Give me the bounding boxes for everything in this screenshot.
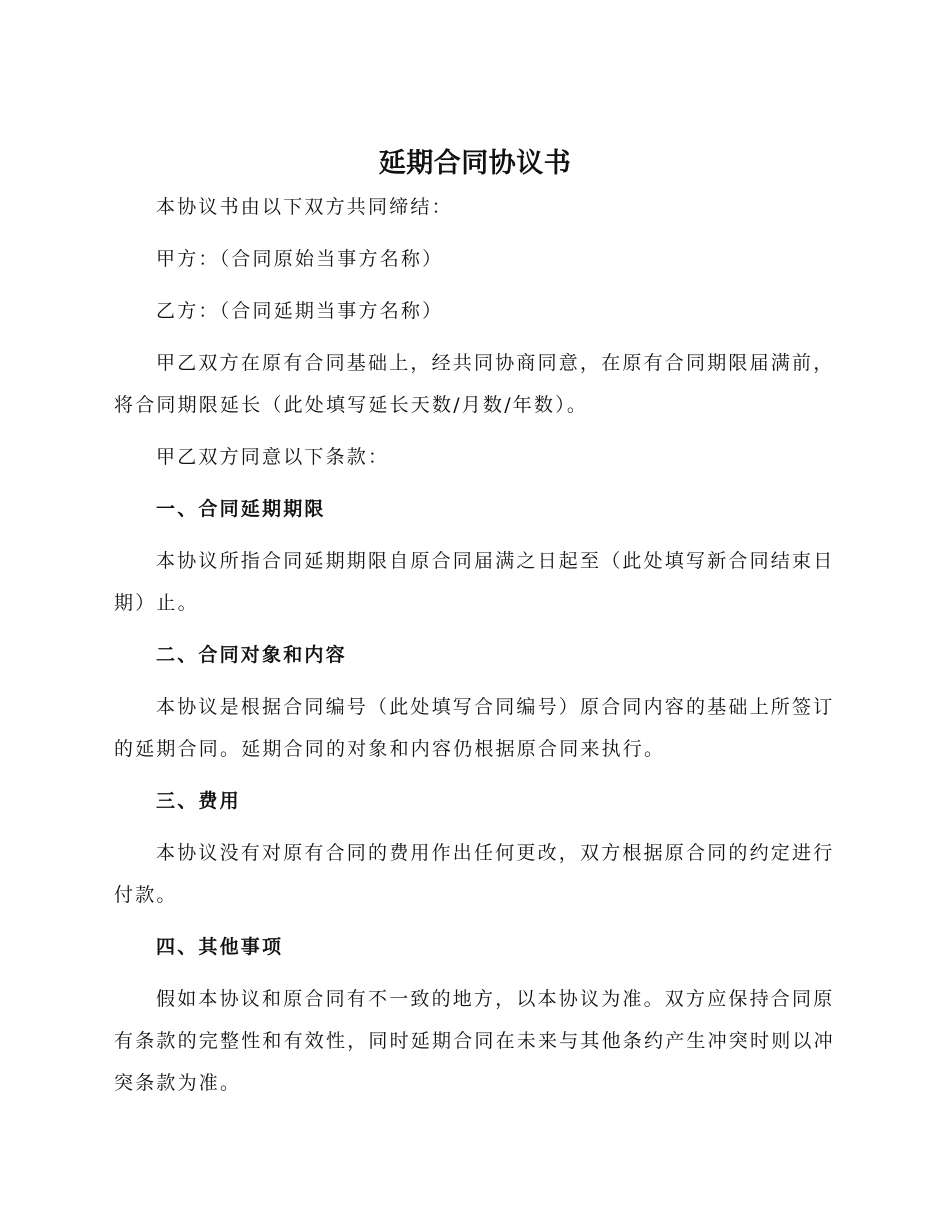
section-text-1: 本协议所指合同延期期限自原合同届满之日起至（此处填写新合同结束日期）止。	[114, 550, 835, 614]
section-heading-2: 二、合同对象和内容	[156, 644, 347, 666]
document-title: 延期合同协议书	[378, 148, 572, 179]
section-heading-3: 三、费用	[156, 790, 241, 812]
section-text-2: 本协议是根据合同编号（此处填写合同编号）原合同内容的基础上所签订的延期合同。延期合同的对象和内容仍根据原合同来执行。	[114, 696, 835, 760]
section-heading-4: 四、其他事项	[156, 936, 284, 958]
section-text-3: 本协议没有对原有合同的费用作出任何更改，双方根据原合同的约定进行付款。	[114, 842, 835, 906]
terms-intro-paragraph: 甲乙双方同意以下条款：	[156, 446, 390, 468]
party-b-line: 乙方：（合同延期当事方名称）	[156, 300, 444, 322]
intro-paragraph: 本协议书由以下双方共同缔结：	[156, 196, 453, 218]
party-a-line: 甲方：（合同原始当事方名称）	[156, 248, 444, 270]
section-heading-1: 一、合同延期期限	[156, 498, 326, 520]
agreement-paragraph: 甲乙双方在原有合同基础上，经共同协商同意，在原有合同期限届满前，将合同期限延长（此处填写延长天数/月数/年数）。	[114, 352, 835, 416]
section-text-4: 假如本协议和原合同有不一致的地方，以本协议为准。双方应保持合同原有条款的完整性和有效性，同时延期合同在未来与其他条约产生冲突时则以冲突条款为准。	[114, 988, 835, 1094]
document-body	[114, 186, 836, 1104]
